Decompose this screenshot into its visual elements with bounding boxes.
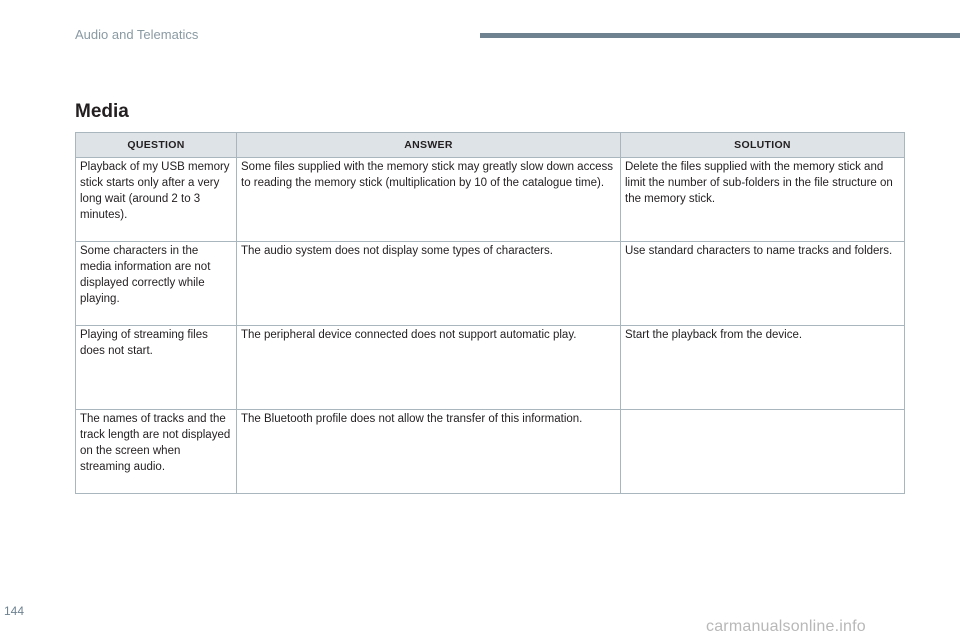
column-header-question: QUESTION (76, 133, 237, 158)
solution-cell (621, 410, 905, 494)
question-cell: The names of tracks and the track length are not displayed on the screen when streaming audio. (76, 410, 237, 494)
watermark: carmanualsonline.info (706, 618, 866, 635)
running-head: Audio and Telematics (75, 27, 199, 42)
page-title: Media (75, 101, 129, 122)
table-row (76, 326, 905, 410)
troubleshooting-table (75, 132, 905, 494)
table-header-row (76, 133, 905, 158)
page-number: 144 (4, 604, 25, 618)
table-row (76, 410, 905, 494)
answer-cell: The peripheral device connected does not support automatic play. (237, 326, 621, 410)
answer-cell: Some files supplied with the memory stick may greatly slow down access to reading the memory stick (multiplication by 10 of the catalogue time). (237, 158, 621, 242)
column-header-answer: ANSWER (237, 133, 621, 158)
answer-cell: The Bluetooth profile does not allow the transfer of this information. (237, 410, 621, 494)
question-cell: Playback of my USB memory stick starts only after a very long wait (around 2 to 3 minutes). (76, 158, 237, 242)
question-cell: Some characters in the media information are not displayed correctly while playing. (76, 242, 237, 326)
column-header-solution: SOLUTION (621, 133, 905, 158)
question-cell: Playing of streaming files does not start. (76, 326, 237, 410)
solution-cell: Delete the files supplied with the memory stick and limit the number of sub-folders in the file structure on the memory stick. (621, 158, 905, 242)
table-row (76, 158, 905, 242)
solution-cell: Start the playback from the device. (621, 326, 905, 410)
header-rule (480, 33, 960, 38)
solution-cell: Use standard characters to name tracks and folders. (621, 242, 905, 326)
table-row (76, 242, 905, 326)
answer-cell: The audio system does not display some types of characters. (237, 242, 621, 326)
